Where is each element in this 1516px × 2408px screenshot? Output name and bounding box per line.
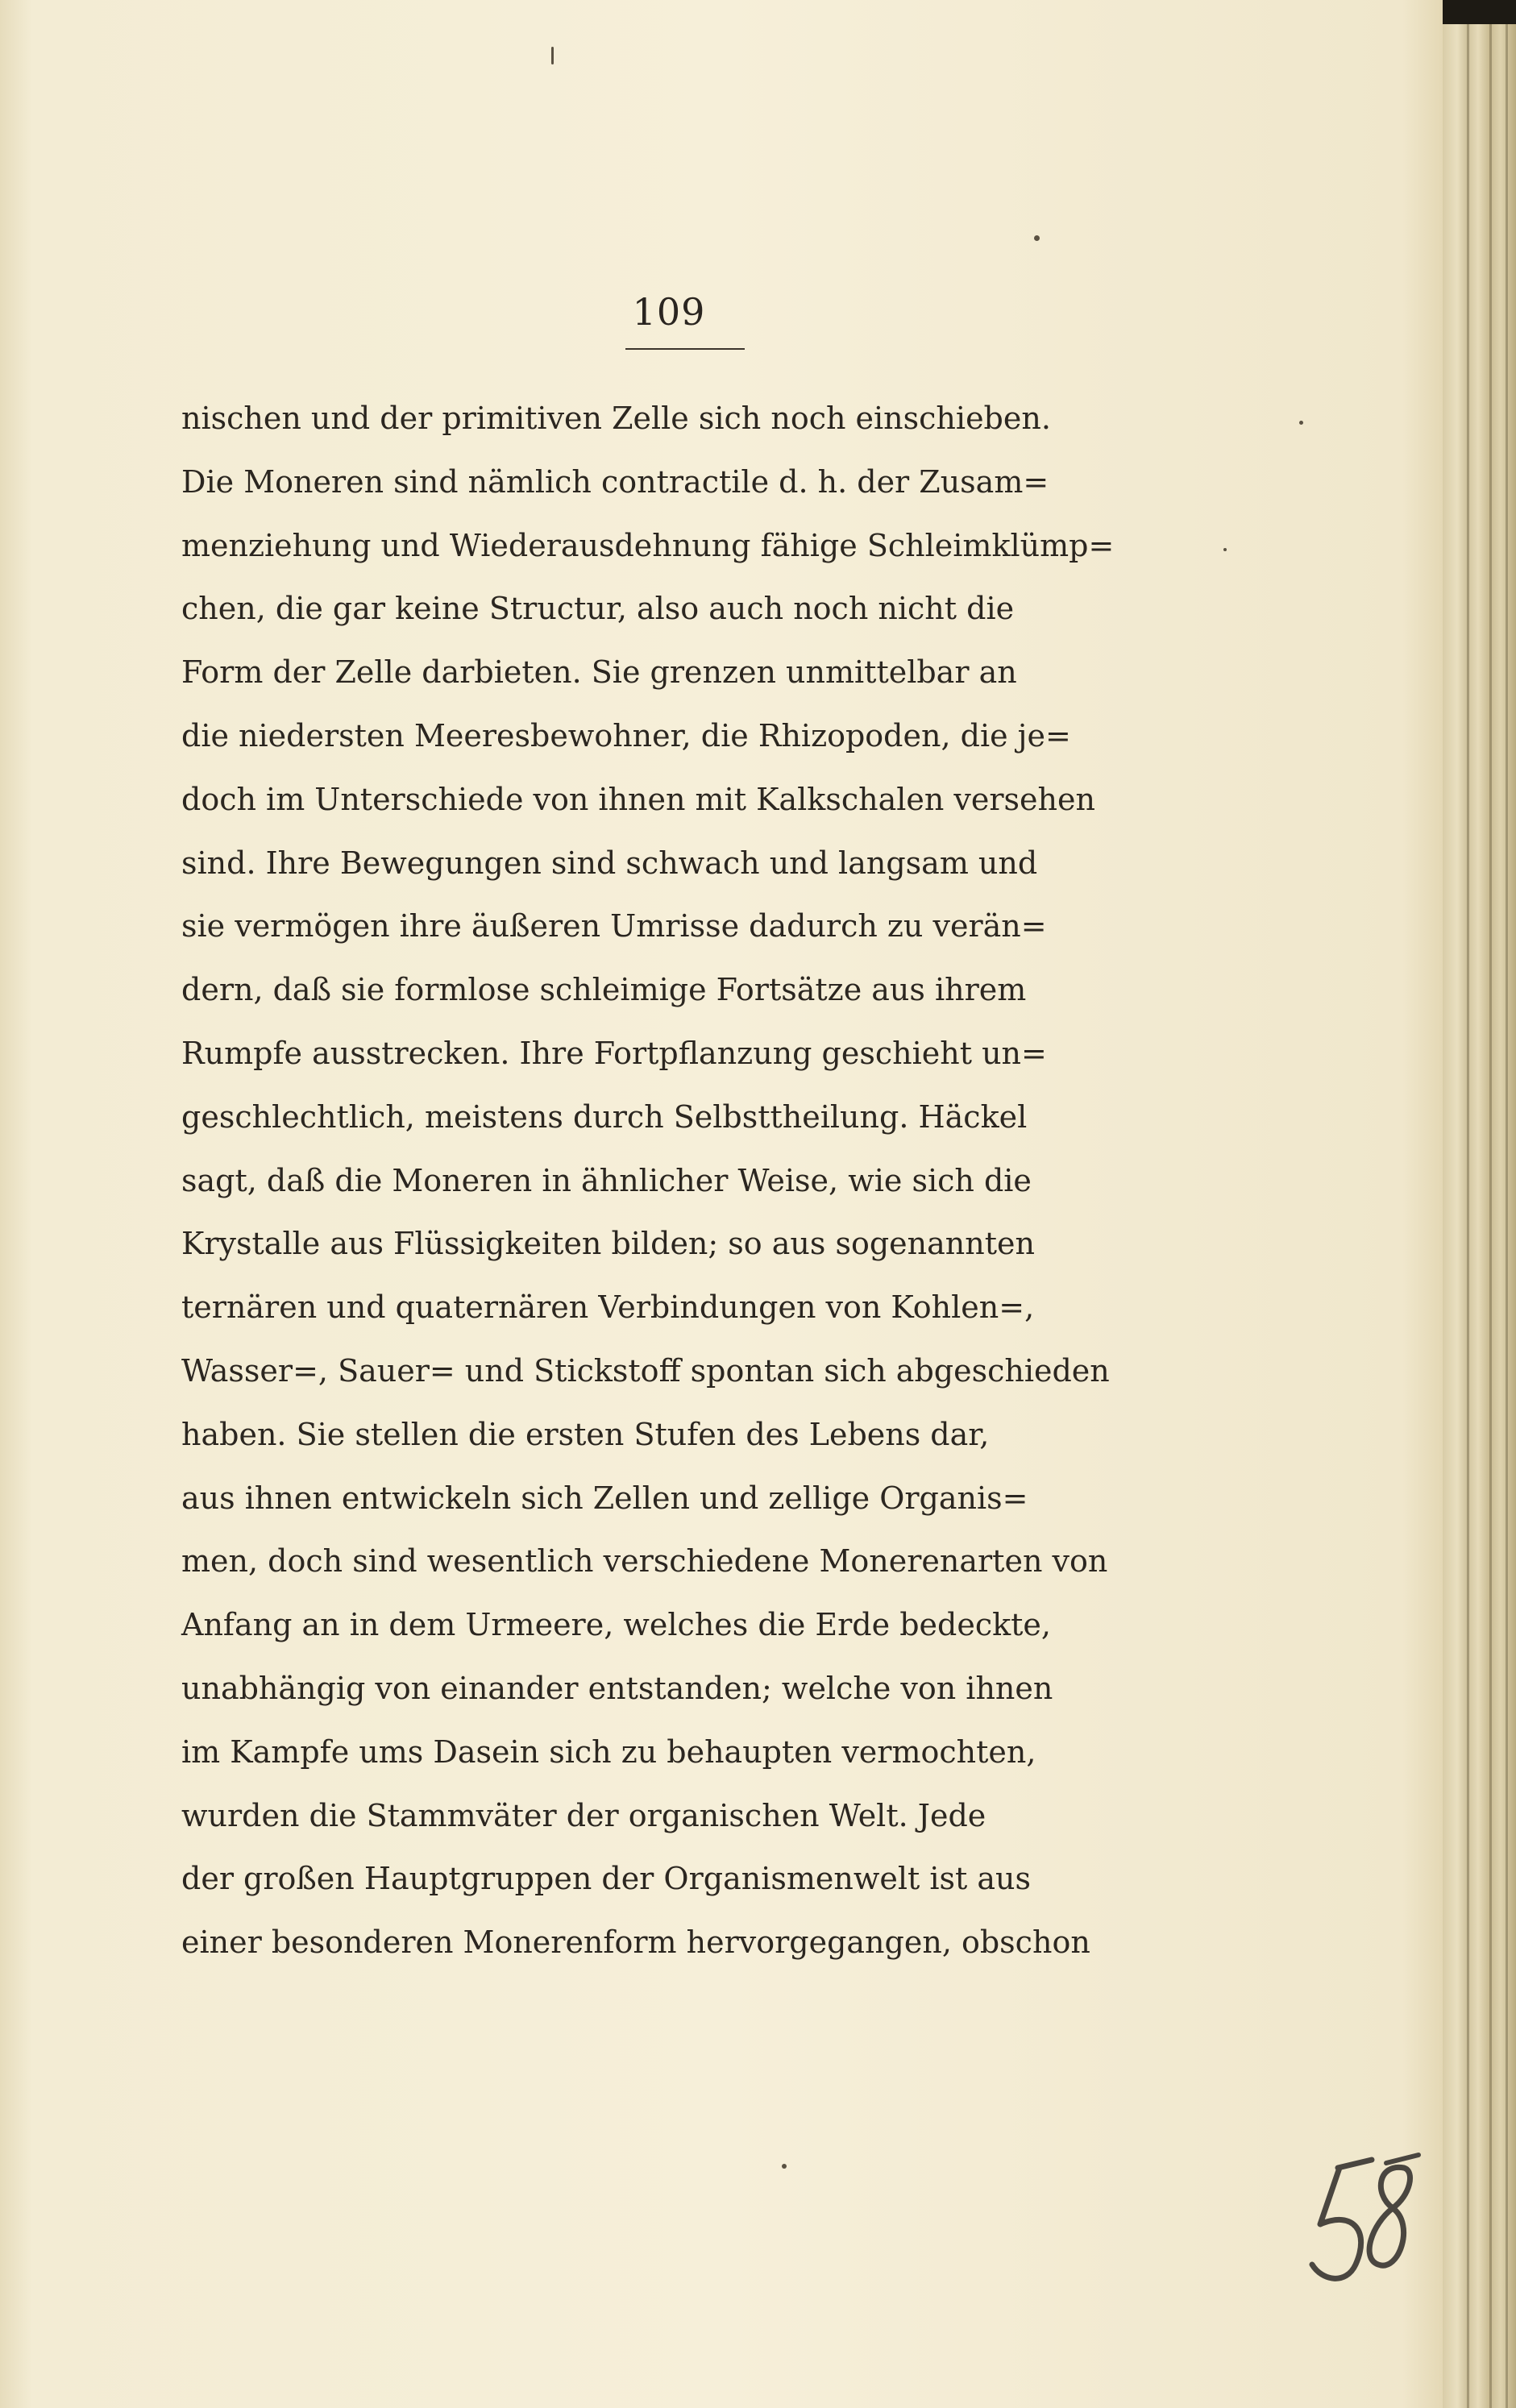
handwritten-stroke (1386, 2155, 1418, 2163)
text-line: sagt, daß die Moneren in ähnlicher Weise, wie sich die (181, 1162, 1032, 1198)
text-line: haben. Sie stellen die ersten Stufen des Lebens dar, (181, 1416, 990, 1452)
text-line: men, doch sind wesentlich verschiedene Monerenarten von (181, 1543, 1108, 1580)
text-line: geschlechtlich, meistens durch Selbsttheilung. Häckel (181, 1098, 1028, 1135)
text-line: Die Moneren sind nämlich contractile d. h. der Zusam= (181, 463, 1049, 500)
text-line: Anfang an in dem Urmeere, welches die Erde bedeckte, (181, 1607, 1051, 1643)
paper-speck (782, 2164, 787, 2169)
text-line: wurden die Stammväter der organischen Welt. Jede (181, 1797, 986, 1833)
text-line: Wasser=, Sauer= und Stickstoff spontan sich abgeschieden (181, 1352, 1110, 1389)
text-line: sind. Ihre Bewegungen sind schwach und langsam und (181, 845, 1038, 881)
text-line: Rumpfe ausstrecken. Ihre Fortpflanzung geschieht un= (181, 1035, 1047, 1071)
text-line: einer besonderen Monerenform hervorgegangen, obschon (181, 1924, 1090, 1961)
text-line: dern, daß sie formlose schleimige Fortsätze aus ihrem (181, 972, 1027, 1008)
text-line: Form der Zelle darbieten. Sie grenzen unmittelbar an (181, 654, 1017, 691)
paper-speck (1223, 548, 1227, 551)
handwritten-digit-five-bar (1338, 2160, 1372, 2168)
text-line: ternären und quaternären Verbindungen von Kohlen=, (181, 1289, 1035, 1326)
text-line: unabhängig von einander entstanden; welche von ihnen (181, 1670, 1053, 1706)
text-line: nischen und der primitiven Zelle sich noch einschieben. (181, 401, 1051, 436)
paper-speck (1034, 235, 1040, 241)
binding-line (1467, 0, 1469, 2408)
paper-speck (1299, 421, 1303, 425)
binding-line (1506, 0, 1508, 2408)
text-line: chen, die gar keine Structur, also auch noch nicht die (181, 591, 1015, 627)
binding-line (1489, 0, 1492, 2408)
text-line: doch im Unterschiede von ihnen mit Kalkschalen versehen (181, 781, 1095, 817)
handwritten-digit-eight (1369, 2167, 1410, 2265)
text-line: menziehung und Wiederausdehnung fähige Schleimklümp= (181, 527, 1115, 563)
handwritten-annotation (1298, 2144, 1427, 2297)
text-line: die niedersten Meeresbewohner, die Rhizopoden, die je= (181, 717, 1071, 754)
text-line: im Kampfe ums Dasein sich zu behaupten vermochten, (181, 1733, 1036, 1770)
paper-speck (551, 47, 554, 64)
text-line: sie vermögen ihre äußeren Umrisse dadurch zu verän= (181, 908, 1047, 945)
text-line: der großen Hauptgruppen der Organismenwelt ist aus (181, 1861, 1031, 1897)
body-text (181, 387, 1169, 1974)
handwritten-digit-five (1312, 2168, 1361, 2278)
page-number-rule (625, 348, 745, 350)
scan-edge-shadow (1443, 0, 1516, 24)
text-line: Krystalle aus Flüssigkeiten bilden; so aus sogenannten (181, 1226, 1035, 1262)
text-line: aus ihnen entwickeln sich Zellen und zellige Organis= (181, 1480, 1028, 1516)
page-number: 109 (632, 290, 706, 334)
